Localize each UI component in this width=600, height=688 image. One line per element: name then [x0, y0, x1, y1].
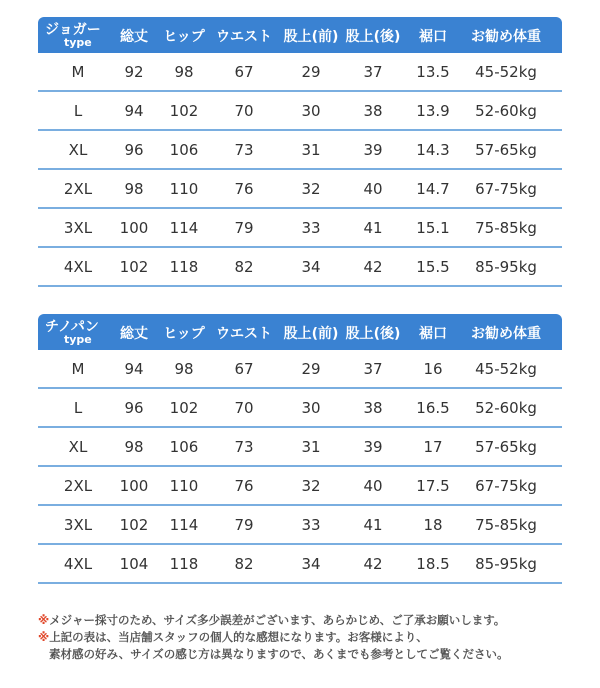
column-header: お勧め体重	[471, 326, 541, 342]
table-cell: 73	[234, 438, 254, 456]
column-header: 股上(後)	[345, 326, 401, 342]
table-cell: 118	[169, 258, 199, 276]
table-row	[38, 209, 562, 248]
table-cell: 18	[423, 516, 443, 534]
table-cell: 118	[169, 555, 199, 573]
size-label: 3XL	[63, 219, 93, 237]
table-row	[38, 350, 562, 389]
table-cell: 92	[124, 63, 144, 81]
size-label: M	[71, 63, 85, 81]
table-cell: 104	[119, 555, 149, 573]
table-cell: 57-65kg	[475, 438, 537, 456]
table-cell: 85-95kg	[475, 555, 537, 573]
table-cell: 100	[119, 219, 149, 237]
table-cell: 82	[234, 258, 254, 276]
table-row	[38, 248, 562, 287]
table-cell: 85-95kg	[475, 258, 537, 276]
table-body	[38, 53, 562, 287]
type-name: ジョガー	[45, 22, 101, 38]
table-cell: 75-85kg	[475, 219, 537, 237]
column-header: ヒップ	[163, 29, 205, 45]
column-header: 裾口	[419, 326, 447, 342]
column-header: 股上(前)	[283, 29, 339, 45]
table-header	[38, 314, 562, 350]
table-cell: 102	[169, 102, 199, 120]
table-cell: 98	[124, 438, 144, 456]
size-label: L	[73, 399, 83, 417]
table-cell: 110	[169, 477, 199, 495]
note-line	[38, 629, 568, 646]
table-cell: 42	[363, 555, 383, 573]
table-cell: 38	[363, 399, 383, 417]
table-cell: 52-60kg	[475, 399, 537, 417]
table-cell: 29	[301, 63, 321, 81]
table-header	[38, 17, 562, 53]
size-label: XL	[68, 438, 88, 456]
chino-size-table	[38, 314, 562, 584]
note-mark: ※	[38, 630, 50, 644]
size-label: 3XL	[63, 516, 93, 534]
table-cell: 79	[234, 219, 254, 237]
table-cell: 102	[119, 258, 149, 276]
table-cell: 42	[363, 258, 383, 276]
table-cell: 100	[119, 477, 149, 495]
table-cell: 67-75kg	[475, 477, 537, 495]
column-header: 総丈	[120, 29, 148, 45]
table-cell: 34	[301, 555, 321, 573]
table-cell: 98	[124, 180, 144, 198]
table-cell: 106	[169, 141, 199, 159]
note-text: メジャー採寸のため、サイズ多少誤差がございます、あらかじめ、ご了承お願いします。	[49, 613, 506, 627]
table-row	[38, 428, 562, 467]
note-mark: ※	[38, 613, 50, 627]
table-row	[38, 131, 562, 170]
table-cell: 33	[301, 219, 321, 237]
table-row	[38, 467, 562, 506]
type-sub: type	[64, 36, 92, 49]
table-cell: 45-52kg	[475, 360, 537, 378]
column-header: 総丈	[120, 326, 148, 342]
table-cell: 102	[169, 399, 199, 417]
table-cell: 70	[234, 399, 254, 417]
size-label: L	[73, 102, 83, 120]
table-cell: 39	[363, 141, 383, 159]
table-cell: 96	[124, 399, 144, 417]
table-cell: 98	[174, 360, 194, 378]
note-line	[38, 612, 568, 629]
column-header: 股上(前)	[283, 326, 339, 342]
column-header: 裾口	[419, 29, 447, 45]
table-cell: 38	[363, 102, 383, 120]
table-cell: 114	[169, 219, 199, 237]
table-cell: 41	[363, 219, 383, 237]
table-cell: 57-65kg	[475, 141, 537, 159]
table-cell: 16.5	[416, 399, 450, 417]
table-cell: 94	[124, 360, 144, 378]
table-cell: 114	[169, 516, 199, 534]
table-cell: 79	[234, 516, 254, 534]
size-label: 2XL	[63, 180, 93, 198]
table-row	[38, 389, 562, 428]
table-cell: 32	[301, 477, 321, 495]
table-cell: 67	[234, 360, 254, 378]
table-row	[38, 53, 562, 92]
table-cell: 34	[301, 258, 321, 276]
table-cell: 31	[301, 438, 321, 456]
table-cell: 76	[234, 180, 254, 198]
table-cell: 73	[234, 141, 254, 159]
column-header: お勧め体重	[471, 29, 541, 45]
column-header: ヒップ	[163, 326, 205, 342]
table-cell: 30	[301, 399, 321, 417]
table-cell: 52-60kg	[475, 102, 537, 120]
note-text: 上記の表は、当店舗スタッフの個人的な感想になります。お客様により、	[49, 630, 428, 644]
table-cell: 40	[363, 477, 383, 495]
table-body	[38, 350, 562, 584]
table-cell: 14.7	[416, 180, 450, 198]
table-cell: 110	[169, 180, 199, 198]
column-header: 股上(後)	[345, 29, 401, 45]
table-cell: 106	[169, 438, 199, 456]
table-cell: 37	[363, 63, 383, 81]
type-name: チノパン	[45, 319, 99, 335]
table-cell: 17	[423, 438, 443, 456]
jogger-size-table	[38, 17, 562, 287]
table-cell: 41	[363, 516, 383, 534]
table-cell: 16	[423, 360, 443, 378]
table-cell: 40	[363, 180, 383, 198]
table-cell: 67	[234, 63, 254, 81]
table-cell: 30	[301, 102, 321, 120]
table-cell: 32	[301, 180, 321, 198]
table-cell: 39	[363, 438, 383, 456]
size-label: 4XL	[63, 258, 93, 276]
table-cell: 18.5	[416, 555, 450, 573]
table-cell: 67-75kg	[475, 180, 537, 198]
table-cell: 13.5	[416, 63, 450, 81]
size-label: M	[71, 360, 85, 378]
table-cell: 96	[124, 141, 144, 159]
table-cell: 70	[234, 102, 254, 120]
table-cell: 29	[301, 360, 321, 378]
size-label: 2XL	[63, 477, 93, 495]
table-row	[38, 92, 562, 131]
notes	[38, 612, 568, 663]
table-cell: 98	[174, 63, 194, 81]
table-cell: 76	[234, 477, 254, 495]
table-cell: 94	[124, 102, 144, 120]
table-cell: 102	[119, 516, 149, 534]
table-cell: 33	[301, 516, 321, 534]
size-label: 4XL	[63, 555, 93, 573]
type-sub: type	[64, 333, 92, 346]
table-cell: 15.5	[416, 258, 450, 276]
table-cell: 45-52kg	[475, 63, 537, 81]
table-cell: 15.1	[416, 219, 450, 237]
table-cell: 14.3	[416, 141, 450, 159]
table-row	[38, 506, 562, 545]
note-text: 素材感の好み、サイズの感じ方は異なりますので、あくまでも参考としてご覧ください。	[49, 647, 509, 661]
table-cell: 82	[234, 555, 254, 573]
column-header: ウエスト	[216, 326, 272, 342]
table-row	[38, 170, 562, 209]
size-label: XL	[68, 141, 88, 159]
table-cell: 75-85kg	[475, 516, 537, 534]
table-cell: 17.5	[416, 477, 450, 495]
column-header: ウエスト	[216, 29, 272, 45]
table-cell: 31	[301, 141, 321, 159]
table-cell: 13.9	[416, 102, 450, 120]
table-row	[38, 545, 562, 584]
table-cell: 37	[363, 360, 383, 378]
note-line	[38, 646, 568, 663]
